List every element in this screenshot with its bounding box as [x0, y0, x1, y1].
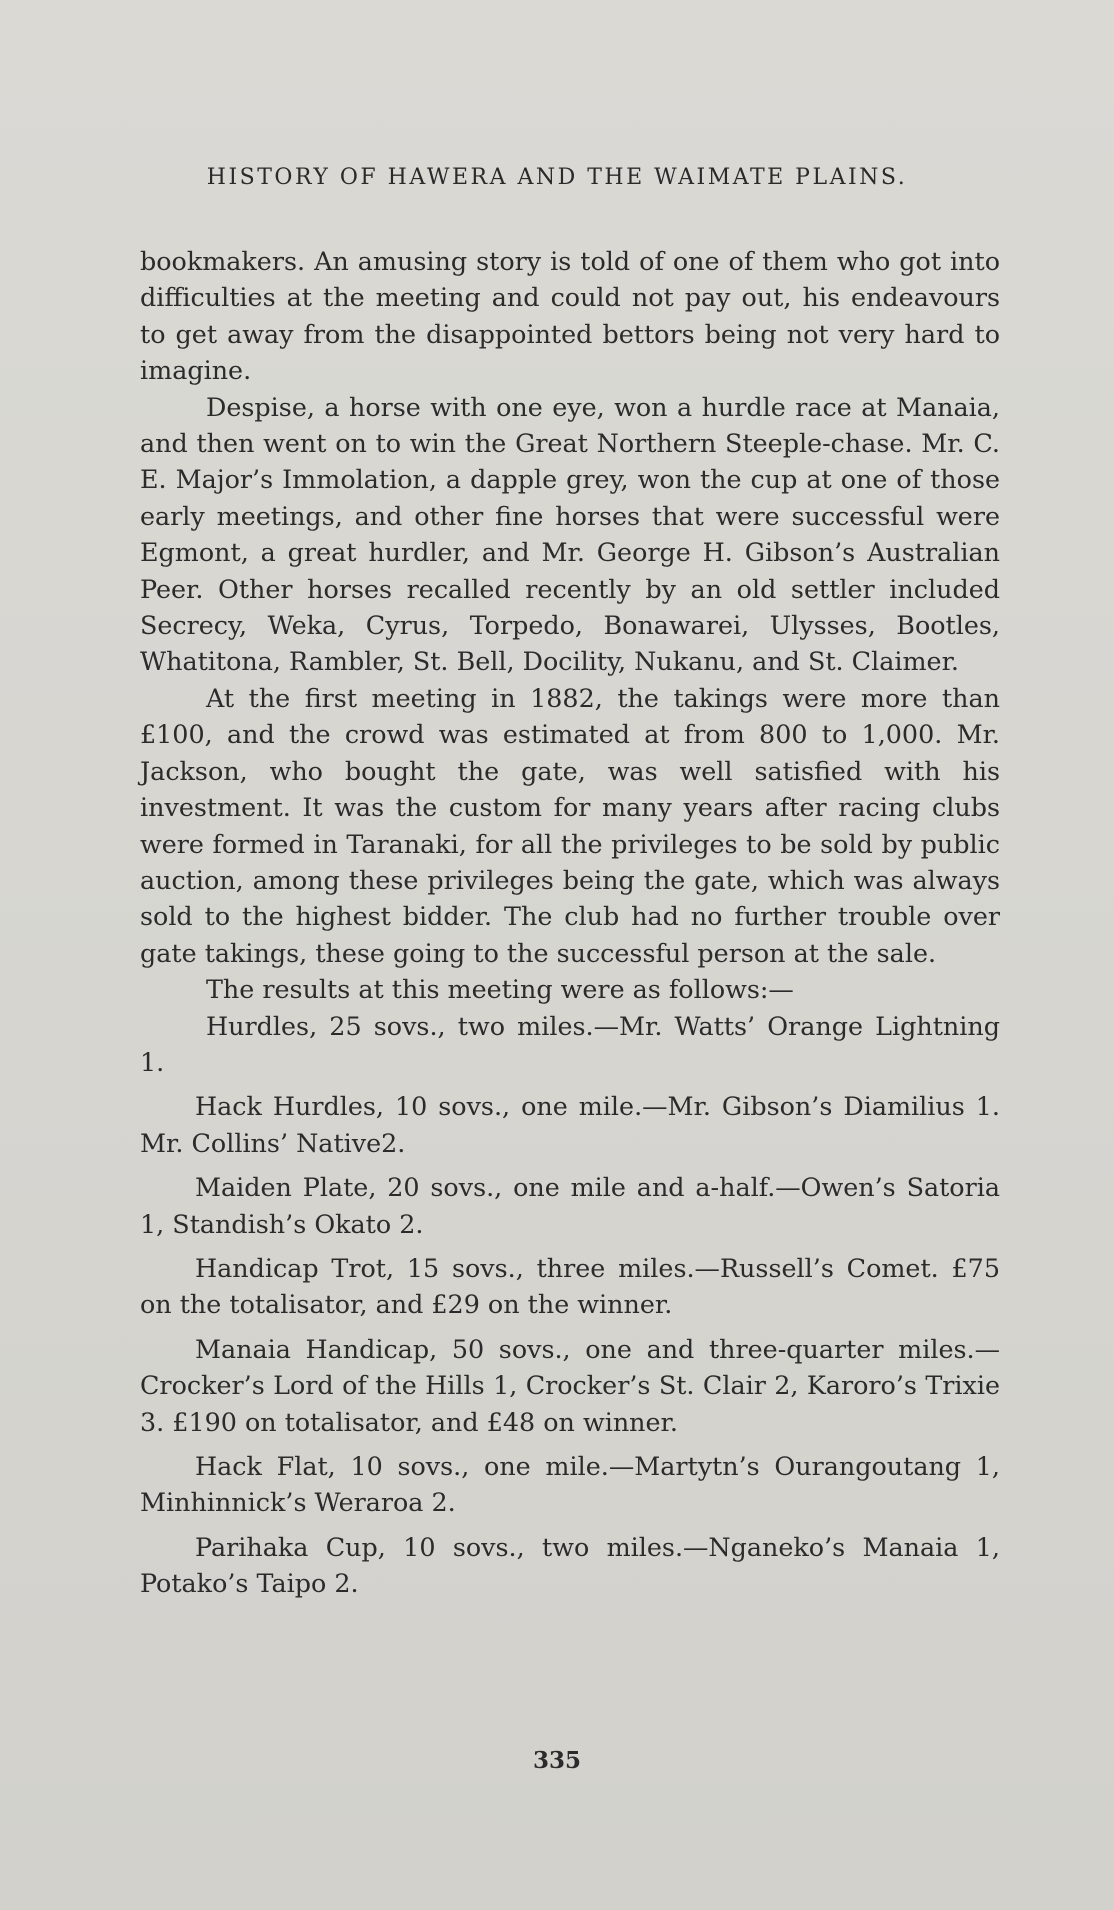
- result-maiden-plate: Maiden Plate, 20 sovs., one mile and a-half.—Owen’s Satoria 1, Standish’s Okato 2.: [140, 1172, 1000, 1239]
- running-head: HISTORY OF HAWERA AND THE WAIMATE PLAINS.: [206, 165, 908, 190]
- result-hurdles: Hurdles, 25 sovs., two miles.—Mr. Watts’ Orange Lightning 1.: [140, 1010, 1000, 1077]
- body-text: [140, 243, 1000, 1602]
- paragraph-results-intro: The results at this meeting were as follows:—: [206, 974, 794, 1005]
- result-hack-hurdles: Hack Hurdles, 10 sovs., one mile.—Mr. Gibson’s Diamilius 1. Mr. Collins’ Native2.: [140, 1091, 1000, 1158]
- paragraph-despise: Despise, a horse with one eye, won a hurdle race at Manaia, and then went on to win the Great Northern Steeple-chase. Mr. C. E. Major’s Immolation, a dapple grey, won the cup at one of those early meetings, and other fine horses that were successful were Egmont, a great hurdler, and Mr. George H. Gibson’s Australian Peer. Other horses recalled recently by an old settler included Secrecy, Weka, Cyrus, Torpedo, Bonawarei, Ulysses, Bootles, Whatitona, Rambler, St. Bell, Docility, Nukanu, and St. Claimer.: [140, 391, 1000, 677]
- result-manaia-handicap: Manaia Handicap, 50 sovs., one and three-quarter miles.—Crocker’s Lord of the Hills 1, Crocker’s St. Clair 2, Karoro’s Trixie 3. £190 on totalisator, and £48 on winner.: [140, 1333, 1000, 1437]
- paragraph-continuation: bookmakers. An amusing story is told of one of them who got into difficulties at the meeting and could not pay out, his endeavours to get away from the disappointed bettors being not very hard to imagine.: [140, 246, 1000, 386]
- page-number: 335: [532, 1747, 581, 1774]
- result-parihaka-cup: Parihaka Cup, 10 sovs., two miles.—Nganeko’s Manaia 1, Potako’s Taipo 2.: [140, 1531, 1000, 1599]
- result-hack-flat: Hack Flat, 10 sovs., one mile.—Martytn’s Ourangoutang 1, Minhinnick’s Weraroa 2.: [140, 1451, 1000, 1518]
- result-handicap-trot: Handicap Trot, 15 sovs., three miles.—Russell’s Comet. £75 on the totalisator, and £29 on the winner.: [140, 1252, 1000, 1320]
- paragraph-first-meeting: At the first meeting in 1882, the takings were more than £100, and the crowd was estimated at from 800 to 1,000. Mr. Jackson, who bought the gate, was well satisfied with his investment. It was the custom for many years after racing clubs were formed in Taranaki, for all the privileges to be sold by public auction, among these privileges being the gate, which was always sold to the highest bidder. The club had no further trouble over gate takings, these going to the successful person at the sale.: [140, 682, 1000, 968]
